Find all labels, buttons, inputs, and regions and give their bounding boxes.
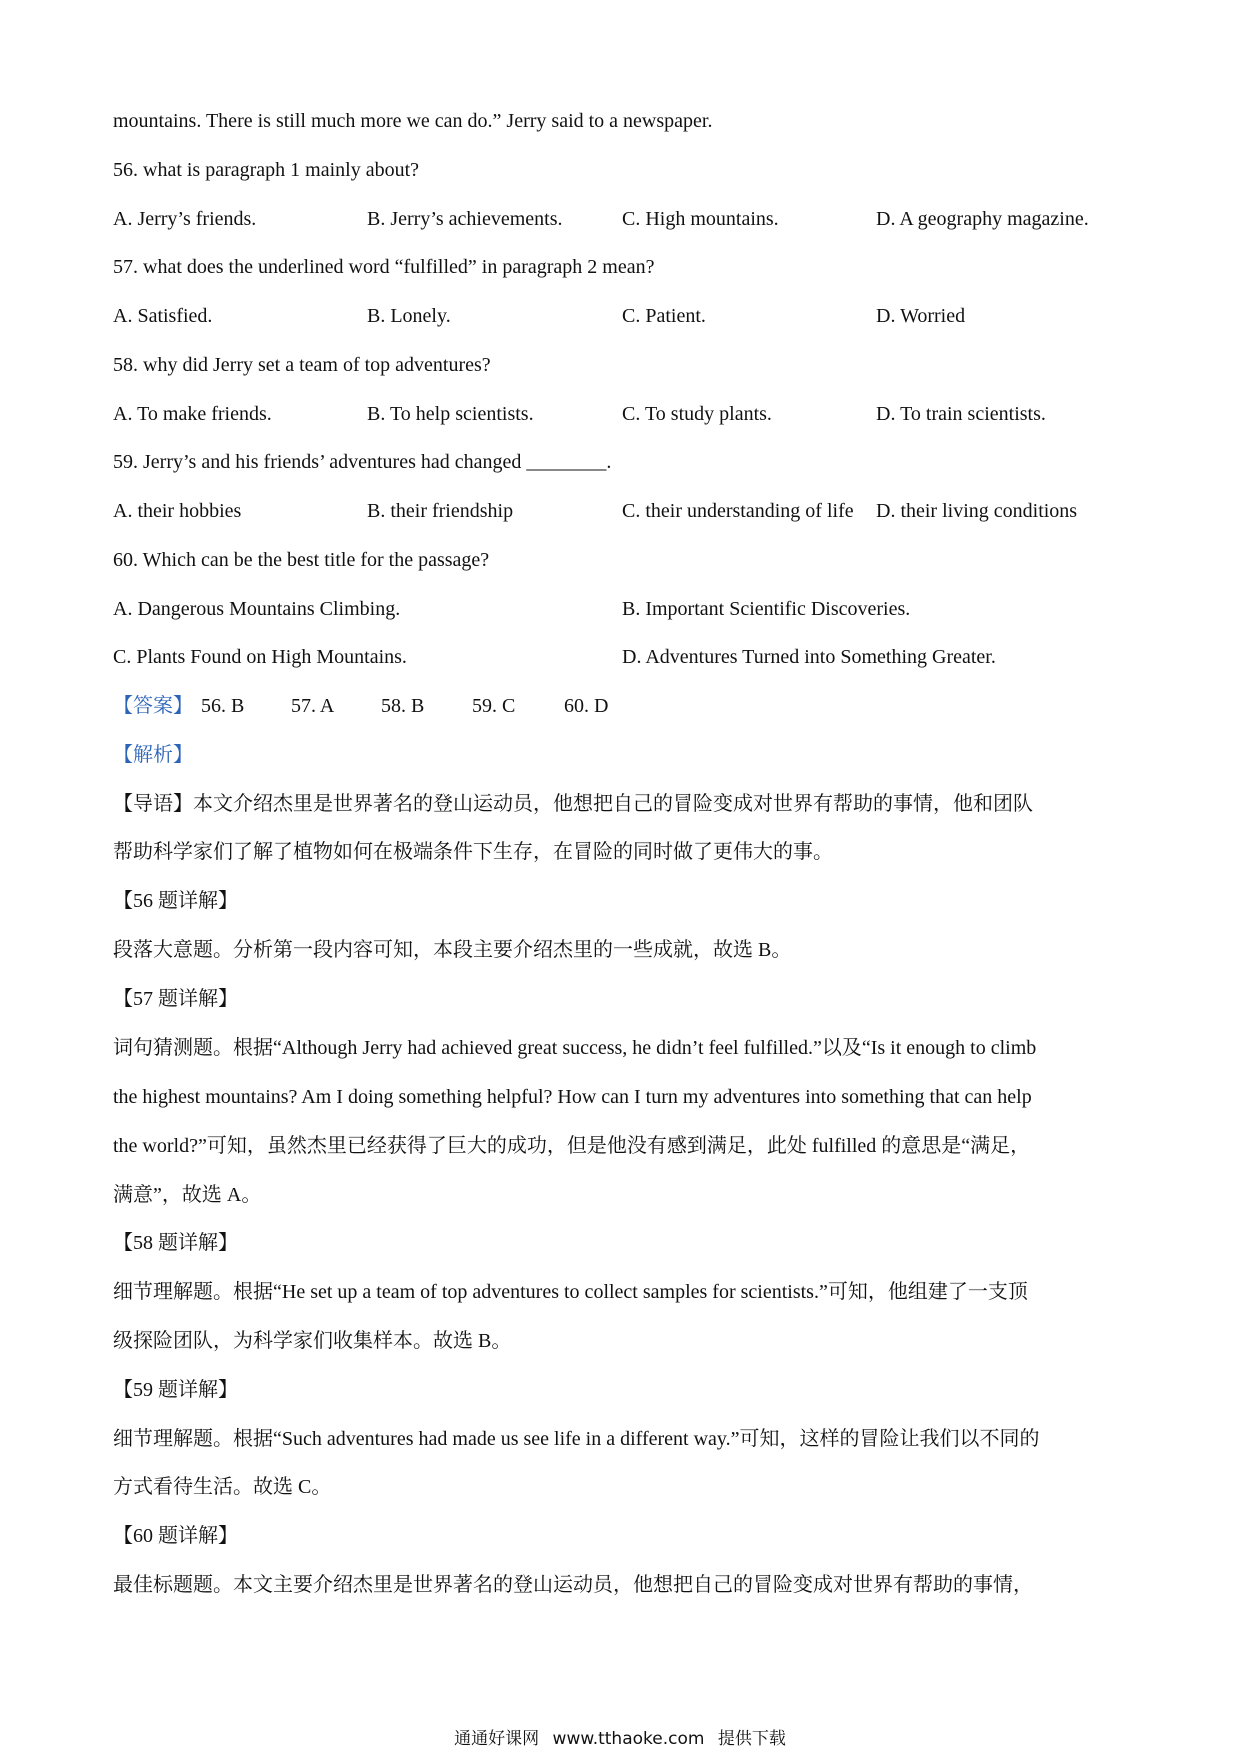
question-58-stem: 58. why did Jerry set a team of top adventures?	[113, 354, 491, 376]
q56-option-d: D. A geography magazine.	[876, 208, 1089, 230]
analysis-line: 级探险团队，为科学家们收集样本。故选 B。	[113, 1330, 512, 1352]
footer-url[interactable]: www.tthaoke.com	[552, 1729, 705, 1749]
q59-option-c: C. their understanding of life	[622, 500, 854, 522]
question-59-stem: 59. Jerry’s and his friends’ adventures had changed ________.	[113, 451, 612, 473]
footer-note: 提供下载	[717, 1729, 786, 1749]
analysis-heading-56: 【56 题详解】	[113, 890, 238, 912]
analysis-line: 最佳标题题。本文主要介绍杰里是世界著名的登山运动员，他想把自己的冒险变成对世界有帮助的事情，	[113, 1574, 1033, 1596]
q56-option-a: A. Jerry’s friends.	[113, 208, 257, 230]
q57-option-a: A. Satisfied.	[113, 305, 213, 327]
analysis-label: 【解析】	[113, 744, 193, 766]
q60-option-c: C. Plants Found on High Mountains.	[113, 646, 407, 668]
q58-option-b: B. To help scientists.	[367, 403, 534, 425]
analysis-heading-60: 【60 题详解】	[113, 1525, 238, 1547]
analysis-line: the highest mountains? Am I doing something helpful? How can I turn my adventures into something that can help	[113, 1086, 1032, 1108]
q58-option-d: D. To train scientists.	[876, 403, 1046, 425]
q57-option-d: D. Worried	[876, 305, 966, 327]
q58-option-a: A. To make friends.	[113, 403, 272, 425]
passage-tail: mountains. There is still much more we can do.” Jerry said to a newspaper.	[113, 110, 713, 132]
answer-57: 57. A	[291, 695, 335, 717]
question-60-stem: 60. Which can be the best title for the passage?	[113, 549, 490, 571]
analysis-heading-59: 【59 题详解】	[113, 1379, 238, 1401]
q59-option-b: B. their friendship	[367, 500, 514, 522]
answer-60: 60. D	[564, 695, 609, 717]
question-56-stem: 56. what is paragraph 1 mainly about?	[113, 159, 420, 181]
q60-option-a: A. Dangerous Mountains Climbing.	[113, 598, 401, 620]
q60-option-d: D. Adventures Turned into Something Greater.	[622, 646, 996, 668]
analysis-line: 细节理解题。根据“Such adventures had made us see life in a different way.”可知，这样的冒险让我们以不同的	[113, 1428, 1040, 1450]
answer-59: 59. C	[472, 695, 516, 717]
footer-site-name: 通通好课网	[454, 1729, 540, 1749]
analysis-line: 细节理解题。根据“He set up a team of top adventures to collect samples for scientists.”可知，他组建了一支顶	[113, 1281, 1028, 1303]
q59-option-a: A. their hobbies	[113, 500, 242, 522]
answer-58: 58. B	[381, 695, 425, 717]
question-57-stem: 57. what does the underlined word “fulfilled” in paragraph 2 mean?	[113, 256, 655, 278]
q57-option-c: C. Patient.	[622, 305, 706, 327]
answer-56: 56. B	[201, 695, 245, 717]
q56-option-c: C. High mountains.	[622, 208, 779, 230]
q59-option-d: D. their living conditions	[876, 500, 1078, 522]
analysis-heading-57: 【57 题详解】	[113, 988, 238, 1010]
page-footer	[0, 1728, 1240, 1750]
analysis-line: 【导语】本文介绍杰里是世界著名的登山运动员，他想把自己的冒险变成对世界有帮助的事情，他和团队	[113, 793, 1033, 815]
answer-label: 【答案】	[113, 695, 193, 717]
analysis-line: 满意”，故选 A。	[113, 1184, 262, 1206]
q58-option-c: C. To study plants.	[622, 403, 772, 425]
analysis-heading-58: 【58 题详解】	[113, 1232, 238, 1254]
analysis-line: the world?”可知，虽然杰里已经获得了巨大的成功，但是他没有感到满足，此处 fulfilled 的意思是“满足，	[113, 1135, 1031, 1157]
analysis-line: 段落大意题。分析第一段内容可知，本段主要介绍杰里的一些成就，故选 B。	[113, 939, 792, 961]
analysis-line: 方式看待生活。故选 C。	[113, 1476, 332, 1498]
analysis-line: 词句猜测题。根据“Although Jerry had achieved great success, he didn’t feel fulfilled.”以及“Is it enough to climb	[113, 1037, 1037, 1059]
q57-option-b: B. Lonely.	[367, 305, 451, 327]
q60-option-b: B. Important Scientific Discoveries.	[622, 598, 911, 620]
analysis-line: 帮助科学家们了解了植物如何在极端条件下生存，在冒险的同时做了更伟大的事。	[113, 841, 833, 863]
q56-option-b: B. Jerry’s achievements.	[367, 208, 563, 230]
